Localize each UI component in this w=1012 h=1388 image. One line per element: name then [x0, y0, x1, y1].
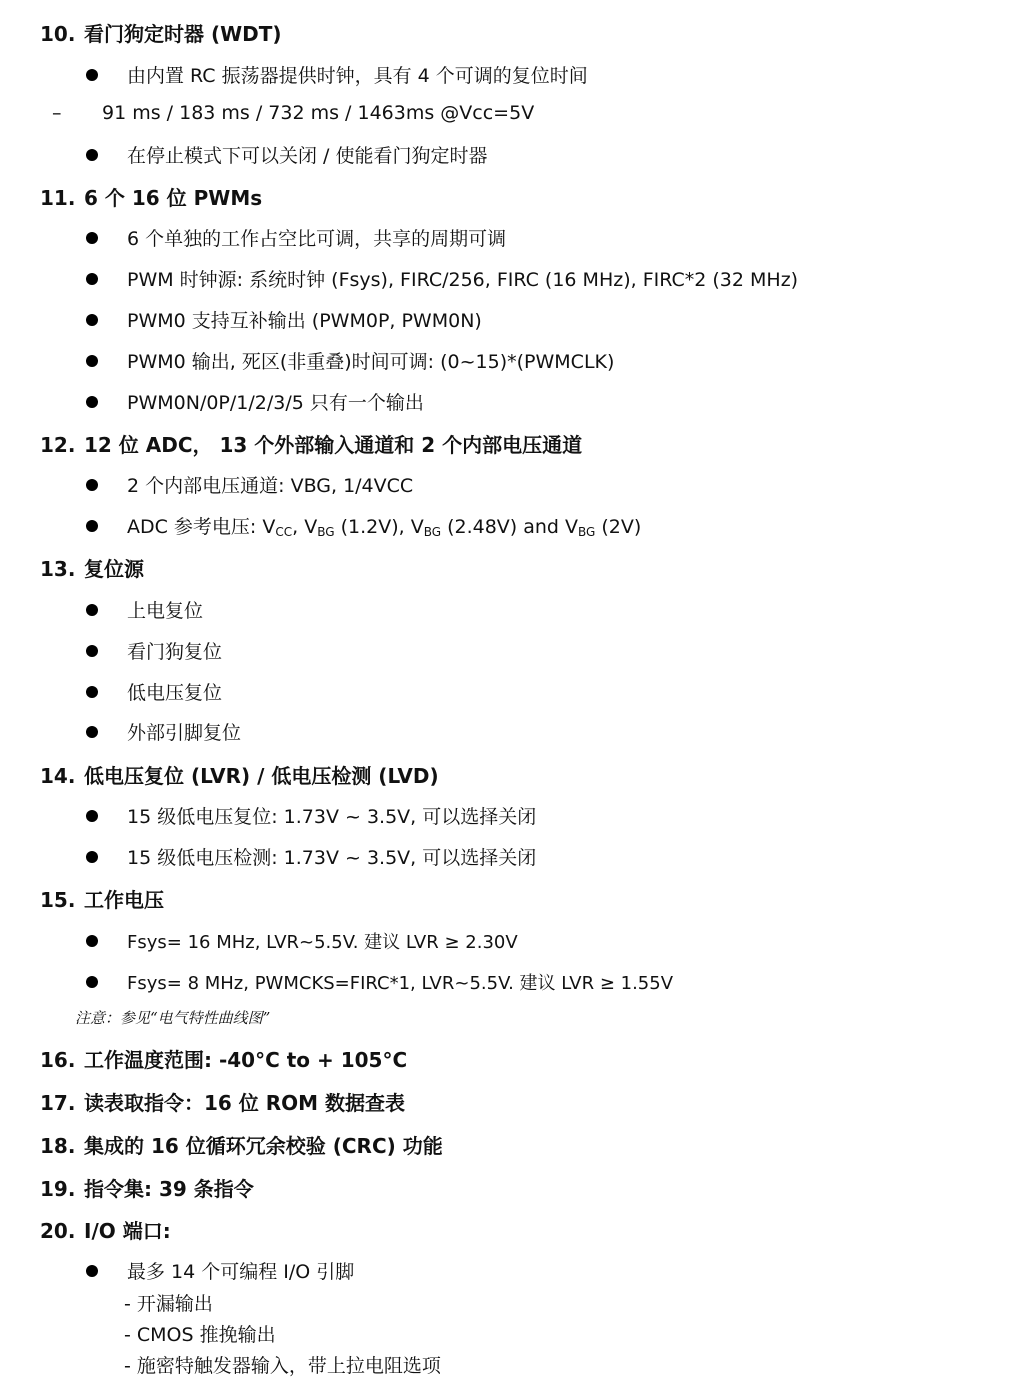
bullet-icon: [86, 355, 98, 367]
section-15-heading: [40, 884, 164, 913]
bullet-text: 由内置 RC 振荡器提供时钟，具有 4 个可调的复位时间: [127, 65, 588, 87]
note-text: 注意：参见“电气特性曲线图”: [75, 1009, 271, 1027]
section-title: 指令集: 39 条指令: [84, 1177, 254, 1201]
bullet-text: PWM0 支持互补输出 (PWM0P, PWM0N): [127, 310, 482, 332]
bullet-item: [86, 969, 673, 995]
bullet-text: PWM0N/0P/1/2/3/5 只有一个输出: [127, 392, 424, 414]
bullet-text: PWM0 输出, 死区(非重叠)时间可调: (0~15)*(PWMCLK): [127, 351, 615, 373]
bullet-icon: [86, 520, 98, 532]
section-12-heading: [40, 429, 582, 458]
bullet-text: 低电压复位: [127, 682, 223, 704]
section-number: 11.: [40, 186, 76, 210]
sub-item: - 施密特触发器输入，带上拉电阻选项: [124, 1355, 441, 1377]
section-title: 6 个 16 位 PWMs: [84, 186, 263, 210]
section-title: 工作电压: [84, 888, 164, 912]
section-number: 18.: [40, 1134, 76, 1158]
bullet-icon: [86, 149, 98, 161]
section-18-heading: [40, 1130, 443, 1159]
bullet-item: [86, 141, 487, 168]
bullet-item: [86, 718, 241, 745]
section-number: 13.: [40, 557, 76, 581]
bullet-item: [86, 596, 203, 623]
bullet-item: [86, 678, 222, 705]
bullet-icon: [86, 479, 98, 491]
section-title: 读表取指令：16 位 ROM 数据查表: [84, 1091, 406, 1115]
bullet-item: [86, 306, 482, 333]
bullet-icon: [86, 1265, 98, 1277]
bullet-text: 上电复位: [127, 600, 204, 622]
section-title: 工作温度范围: -40°C to + 105°C: [84, 1048, 408, 1072]
section-16-heading: [40, 1044, 407, 1073]
section-number: 16.: [40, 1048, 76, 1072]
bullet-text: PWM 时钟源: 系统时钟 (Fsys), FIRC/256, FIRC (16 MHz), FIRC*2 (32 MHz): [127, 269, 799, 291]
bullet-item: [86, 928, 518, 954]
section-number: 17.: [40, 1091, 76, 1115]
dash-marker: –: [52, 102, 62, 124]
bullet-icon: [86, 396, 98, 408]
bullet-icon: [86, 935, 98, 947]
section-20-heading: [40, 1215, 171, 1244]
bullet-icon: [86, 232, 98, 244]
section-number: 12.: [40, 433, 76, 457]
bullet-text: 15 级低电压检测: 1.73V ~ 3.5V, 可以选择关闭: [127, 847, 537, 869]
section-17-heading: [40, 1087, 405, 1116]
section-title: 低电压复位 (LVR) / 低电压检测 (LVD): [84, 764, 439, 788]
bullet-icon: [86, 69, 98, 81]
bullet-text: ADC 参考电压: $V_{CC}$, $V_{BG}$ (1.2V), $V_{BG}$ (2.48V) and $V_{BG}$ (2V): [127, 516, 642, 539]
section-number: 19.: [40, 1177, 76, 1201]
bullet-item: [86, 347, 614, 374]
sub-item: - 开漏输出: [124, 1293, 213, 1315]
section-title: 集成的 16 位循环冗余校验 (CRC) 功能: [84, 1134, 443, 1158]
bullet-text: 看门狗复位: [127, 641, 223, 663]
bullet-text: 2 个内部电压通道: VBG, 1/4VCC: [127, 475, 414, 497]
bullet-icon: [86, 851, 98, 863]
section-number: 14.: [40, 764, 76, 788]
section-number: 10.: [40, 22, 76, 46]
bullet-item: [86, 224, 506, 251]
bullet-text: 外部引脚复位: [127, 722, 242, 744]
bullet-item: [86, 471, 413, 498]
dash-text: 91 ms / 183 ms / 732 ms / 1463ms @Vcc=5V: [102, 102, 535, 124]
bullet-icon: [86, 604, 98, 616]
section-14-heading: [40, 760, 439, 789]
bullet-text: 在停止模式下可以关闭 / 使能看门狗定时器: [127, 145, 488, 167]
bullet-icon: [86, 314, 98, 326]
bullet-text: Fsys= 16 MHz, LVR~5.5V. 建议 LVR ≥ 2.30V: [127, 932, 518, 953]
bullet-item: [86, 1257, 354, 1284]
bullet-item: [86, 637, 222, 664]
section-title: I/O 端口:: [84, 1219, 171, 1243]
bullet-icon: [86, 726, 98, 738]
bullet-icon: [86, 810, 98, 822]
section-number: 20.: [40, 1219, 76, 1243]
section-11-heading: [40, 182, 262, 211]
section-13-heading: [40, 553, 144, 582]
bullet-text: 最多 14 个可编程 I/O 引脚: [127, 1261, 355, 1283]
section-title: 复位源: [84, 557, 144, 581]
bullet-icon: [86, 273, 98, 285]
section-number: 15.: [40, 888, 76, 912]
bullet-item: [86, 265, 798, 292]
section-19-heading: [40, 1173, 254, 1202]
section-10-heading: [40, 18, 282, 47]
bullet-text: 15 级低电压复位: 1.73V ~ 3.5V, 可以选择关闭: [127, 806, 537, 828]
bullet-item: [86, 388, 424, 415]
bullet-text: 6 个单独的工作占空比可调，共享的周期可调: [127, 228, 507, 250]
dash-item: [52, 102, 534, 124]
bullet-icon: [86, 976, 98, 988]
bullet-icon: [86, 645, 98, 657]
bullet-item: [86, 802, 536, 829]
bullet-text: Fsys= 8 MHz, PWMCKS=FIRC*1, LVR~5.5V. 建议 LVR ≥ 1.55V: [127, 973, 674, 994]
bullet-item: [86, 61, 588, 88]
bullet-item: [86, 843, 536, 870]
section-title: 12 位 ADC， 13 个外部输入通道和 2 个内部电压通道: [84, 433, 583, 457]
bullet-item: [86, 512, 641, 539]
bullet-icon: [86, 686, 98, 698]
section-title: 看门狗定时器 (WDT): [84, 22, 282, 46]
sub-item: - CMOS 推挽输出: [124, 1324, 276, 1346]
